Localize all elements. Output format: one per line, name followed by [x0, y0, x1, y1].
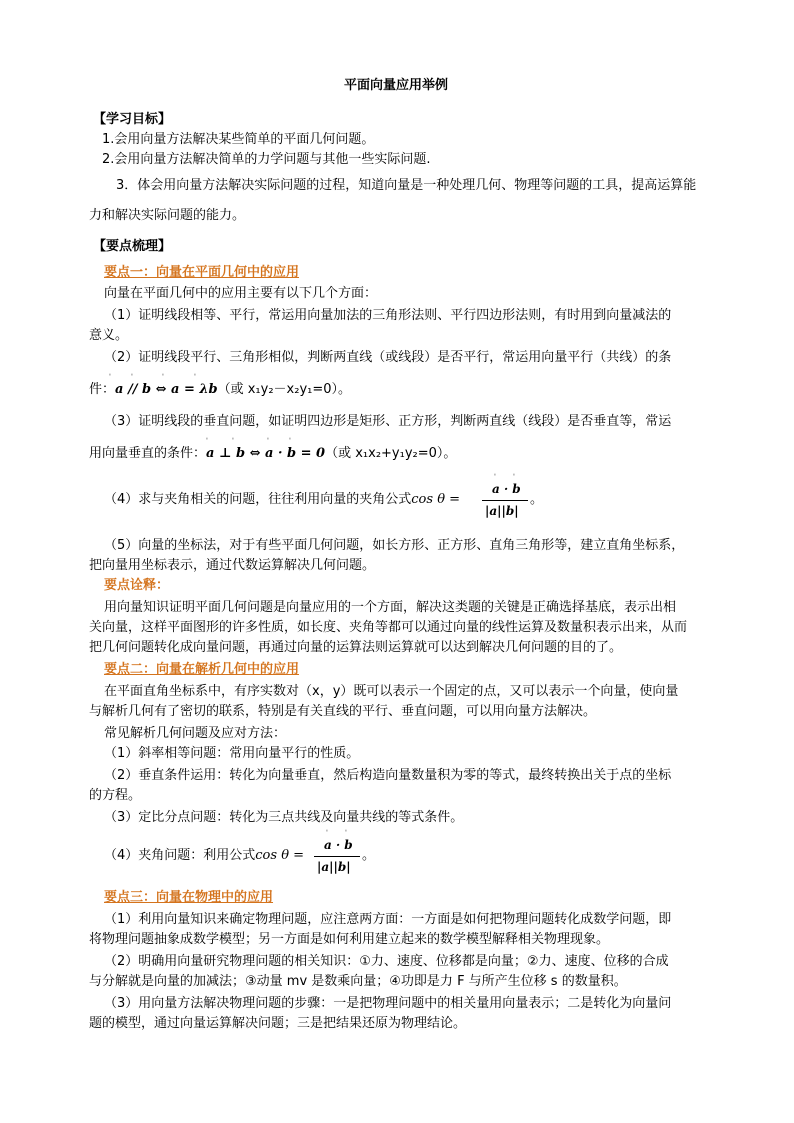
fraction-bar-1 [482, 500, 528, 501]
kp3-line-2: 将物理问题抽象成数学模型；另一方面是如何利用建立起来的数学模型解释相关物理现象。 [89, 932, 610, 947]
perpendicular-formula: a ⊥ b ⇔ a · b = 0 [206, 446, 326, 461]
kp1-heading-text: 要点一：向量在平面几何中的应用 [104, 265, 300, 280]
vector-arrow-b-4: ˈ [289, 437, 291, 445]
kp1-p5-line1: （5）向量的坐标法，对于有些平面几何问题，如长方形、正方形、直角三角形等，建立直角坐标系， [104, 538, 685, 553]
kp1-p4-prefix: （4）求与夹角相关的问题，往往利用向量的夹角公式 [104, 492, 412, 507]
kp1-p1-line1: （1）证明线段相等、平行，常运用向量加法的三角形法则、平行四边形法则，有时用到向量减法的 [104, 308, 672, 323]
kp1-p2-prefix: 件： [89, 382, 116, 397]
kp3-line-1: （1）利用向量知识来确定物理问题，应注意两方面：一方面是如何把物理问题转化成数学问题，即 [104, 912, 672, 927]
goal-item-1: 1.会用向量方法解决某些简单的平面几何问题。 [102, 132, 375, 147]
note-heading: 要点诠释： [104, 578, 170, 593]
kp1-p2-line2 [89, 382, 351, 398]
kp1-p2-suffix: （或 x₁y₂－x₂y₁=0）。 [217, 382, 352, 397]
parallel-formula: a // b ⇔ a = λb [115, 382, 218, 397]
cos-numerator-1: a · b [492, 482, 521, 496]
kp1-p4-suffix: 。 [530, 492, 544, 507]
kp2-line-7: （3）定比分点问题：转化为三点共线及向量共线的等式条件。 [104, 810, 464, 825]
kp1-p3-suffix: （或 x₁x₂+y₁y₂=0）。 [325, 446, 457, 461]
note-line-2: 关向量，这样平面图形的许多性质，如长度、夹角等都可以通过向量的线性运算及数量积表示出来，从而 [89, 620, 688, 635]
kp2-line-1: 在平面直角坐标系中，有序实数对（x，y）既可以表示一个固定的点，又可以表示一个向量，使向量 [104, 684, 679, 699]
kp1-p2-line1: （2）证明线段平行、三角形相似，判断两直线（或线段）是否平行，常运用向量平行（共线）的条 [104, 350, 672, 365]
kp1-p4-line [104, 492, 460, 508]
goal-item-3-cont: 力和解决实际问题的能力。 [89, 208, 246, 223]
kp2-line-4: （1）斜率相等问题：常用向量平行的性质。 [104, 746, 360, 761]
vector-arrow-num-b-1: ˈ [513, 473, 515, 481]
kp2-heading [104, 662, 299, 678]
kp1-p1-line2: 意义。 [89, 328, 129, 343]
kp3-line-4: 与分解就是向量的加减法；③动量 mv 是数乘向量；④功即是力 F 与所产生位移 s 的数量积。 [89, 974, 627, 989]
vector-arrow-num-b-2: ˈ [345, 829, 347, 837]
vector-arrow-a-2: ˈ [162, 373, 164, 381]
kp3-line-5: （3）用向量方法解决物理问题的步骤：一是把物理问题中的相关量用向量表示；二是转化为向量问 [104, 996, 672, 1011]
vector-arrow-a-3: ˈ [206, 437, 208, 445]
kp1-heading [104, 265, 299, 281]
kp2-line-6: 的方程。 [89, 788, 142, 803]
vector-arrow-num-a-2: ˈ [326, 829, 328, 837]
note-line-3: 把几何问题转化成向量问题，再通过向量的运算法则运算就可以达到解决几何问题的目的了。 [89, 640, 623, 655]
kp2-p4-line [104, 848, 304, 864]
vector-arrow-b-2: ˈ [194, 373, 196, 381]
goal-item-3: 3．体会用向量方法解决实际问题的过程，知道向量是一种处理几何、物理等问题的工具，提高运算能 [116, 178, 697, 193]
cos-lhs-2: cos θ = [255, 848, 305, 863]
cos-numerator-2: a · b [324, 838, 353, 852]
note-line-1: 用向量知识证明平面几何问题是向量应用的一个方面，解决这类题的关键是正确选择基底，表示出相 [104, 600, 677, 615]
vector-arrow-num-a-1: ˈ [494, 473, 496, 481]
vector-arrow-b-1: ˈ [131, 373, 133, 381]
kp2-line-3: 常见解析几何问题及应对方法： [104, 726, 287, 741]
cos-fraction-2 [314, 834, 360, 878]
kp1-p3-line1: （3）证明线段的垂直问题，如证明四边形是矩形、正方形，判断两直线（线段）是否垂直等，常运 [104, 414, 672, 429]
kp2-line-2: 与解析几何有了密切的联系，特别是有关直线的平行、垂直问题，可以用向量方法解决。 [89, 704, 597, 719]
kp1-p3-line2 [89, 446, 456, 462]
key-points-heading: 【要点梳理】 [93, 239, 172, 254]
kp1-p5-line2: 把向量用坐标表示，通过代数运算解决几何问题。 [89, 558, 376, 573]
cos-denominator-2: |a||b| [317, 860, 351, 874]
fraction-bar-2 [314, 856, 360, 857]
kp3-heading-text: 要点三：向量在物理中的应用 [104, 890, 274, 905]
page-title: 平面向量应用举例 [344, 78, 449, 93]
kp2-heading-text: 要点二：向量在解析几何中的应用 [104, 662, 300, 677]
vector-arrow-b-3: ˈ [232, 437, 234, 445]
kp2-line-5: （2）垂直条件运用：转化为向量垂直，然后构造向量数量积为零的等式，最终转换出关于点的坐标 [104, 768, 672, 783]
kp1-p3-prefix: 用向量垂直的条件： [89, 446, 207, 461]
goal-item-2: 2.会用向量方法解决简单的力学问题与其他一些实际问题. [102, 152, 431, 167]
cos-lhs: cos θ = [411, 492, 461, 507]
kp3-line-3: （2）明确用向量研究物理问题的相关知识：①力、速度、位移都是向量；②力、速度、位移的合成 [104, 954, 669, 969]
cos-fraction-1 [482, 478, 528, 522]
kp2-p4-prefix: （4）夹角问题：利用公式 [104, 848, 256, 863]
vector-arrow-a-1: ˈ [109, 373, 111, 381]
kp2-p4-suffix: 。 [362, 848, 376, 863]
kp1-intro: 向量在平面几何中的应用主要有以下几个方面： [104, 286, 378, 301]
kp3-line-6: 题的模型，通过向量运算解决问题；三是把结果还原为物理结论。 [89, 1016, 467, 1031]
goals-heading: 【学习目标】 [93, 112, 172, 127]
kp3-heading [104, 890, 273, 906]
vector-arrow-a-4: ˈ [267, 437, 269, 445]
cos-denominator-1: |a||b| [485, 504, 519, 518]
